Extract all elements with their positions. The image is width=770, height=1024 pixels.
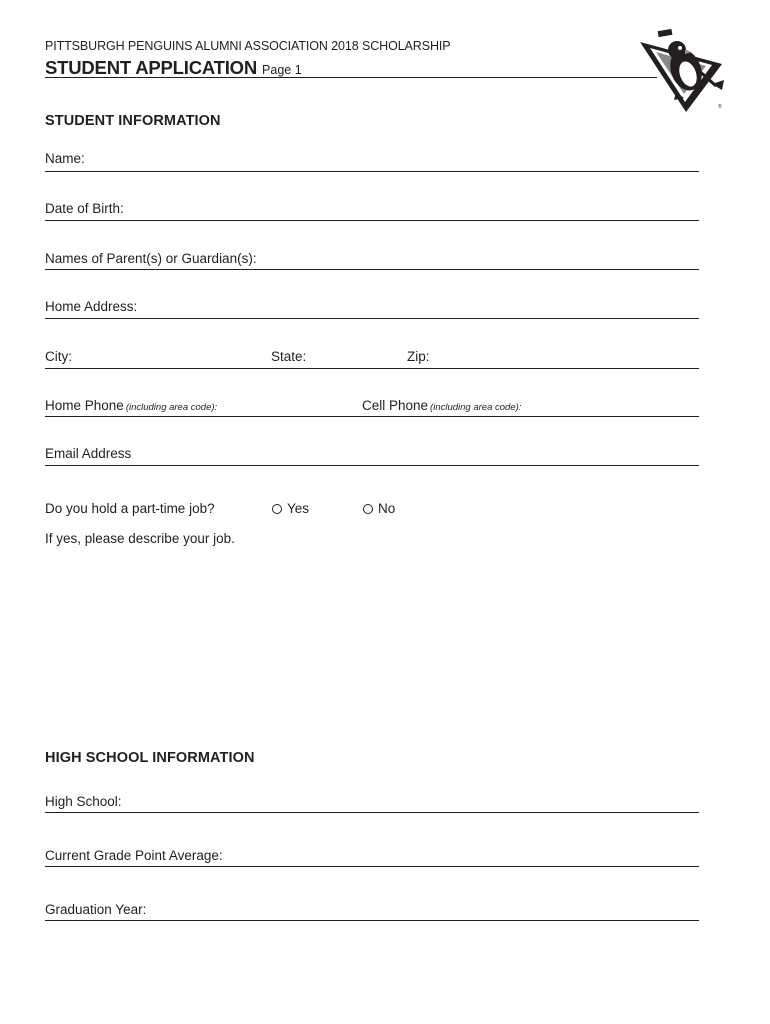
city-state-zip-field-line[interactable] xyxy=(45,368,699,369)
dob-field-line[interactable] xyxy=(45,220,699,221)
grad-year-label: Graduation Year: xyxy=(45,902,147,917)
page-title xyxy=(45,57,302,79)
email-label: Email Address xyxy=(45,446,132,461)
job-describe-label: If yes, please describe your job. xyxy=(45,531,235,546)
city-label: City: xyxy=(45,349,72,364)
job-question-label: Do you hold a part-time job? xyxy=(45,501,215,516)
radio-circle-icon xyxy=(272,504,282,514)
student-info-heading: STUDENT INFORMATION xyxy=(45,113,221,129)
parents-label: Names of Parent(s) or Guardian(s): xyxy=(45,251,257,266)
high-school-info-heading: HIGH SCHOOL INFORMATION xyxy=(45,750,255,766)
job-description-area[interactable] xyxy=(45,560,699,740)
header-divider xyxy=(45,77,657,78)
home-phone-note: (including area code): xyxy=(125,402,218,413)
home-phone-label xyxy=(45,398,217,413)
organization-heading: PITTSBURGH PENGUINS ALUMNI ASSOCIATION 2018 SCHOLARSHIP xyxy=(45,39,451,53)
name-label: Name: xyxy=(45,151,85,166)
grad-year-field-line[interactable] xyxy=(45,920,699,921)
form-title: STUDENT APPLICATION xyxy=(45,57,258,78)
parents-field-line[interactable] xyxy=(45,269,699,270)
job-yes-label: Yes xyxy=(287,501,310,516)
cell-phone-text: Cell Phone xyxy=(362,398,429,413)
cell-phone-label xyxy=(362,398,521,413)
cell-phone-note: (including area code): xyxy=(430,402,522,413)
radio-circle-icon xyxy=(363,504,373,514)
gpa-field-line[interactable] xyxy=(45,866,699,867)
dob-label: Date of Birth: xyxy=(45,201,124,216)
name-field-line[interactable] xyxy=(45,171,699,172)
high-school-label: High School: xyxy=(45,794,122,809)
state-label: State: xyxy=(271,349,307,364)
address-field-line[interactable] xyxy=(45,318,699,319)
zip-label: Zip: xyxy=(407,349,430,364)
gpa-label: Current Grade Point Average: xyxy=(45,848,223,863)
phone-field-line[interactable] xyxy=(45,416,699,417)
page-number-label: Page 1 xyxy=(262,63,302,77)
svg-text:®: ® xyxy=(718,104,722,110)
home-phone-text: Home Phone xyxy=(45,398,124,413)
high-school-field-line[interactable] xyxy=(45,812,699,813)
job-no-label: No xyxy=(378,501,396,516)
address-label: Home Address: xyxy=(45,299,138,314)
email-field-line[interactable] xyxy=(45,465,699,466)
penguins-logo-icon xyxy=(636,24,728,116)
job-yes-radio[interactable] xyxy=(272,501,309,516)
job-no-radio[interactable] xyxy=(363,501,395,516)
